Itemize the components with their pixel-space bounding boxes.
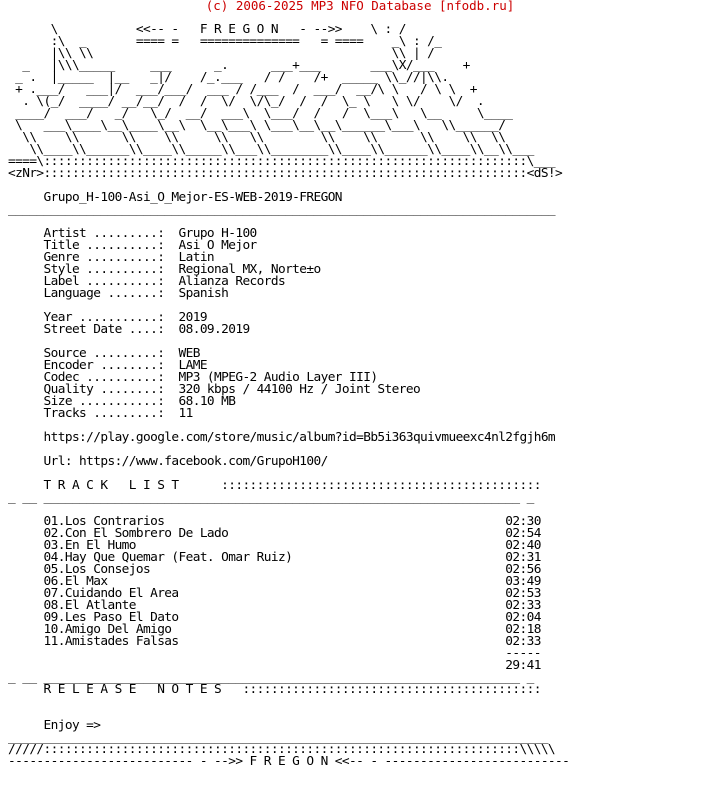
site-header: (c) 2006-2025 MP3 NFO Database [nfodb.ru]: [205, 0, 515, 13]
nfo-text: \ <<-- - F R E G O N - -->> \ : / :\ _ ==== = ============== = ==== _\ : /_ |\\ \\ \\ | / _ |\\\_____ ___ _. ___+___ ___\X/___ + _ . |_____ |__ _|/ /_.___ / / /+ _____ \\_//|\\. + .___/ ___|/ ___/___/ ___ / /___ / ___/ __/\ \ / \ \ + . \(_/ ____/ __/__/ / / \/ \/\_/ / / \_ \ \ \/ \/ . ____/ ___/ _/ \_/ __/ ___\ \___/ / / \___\ \__ \____ \ ___\____\__\____\__\ \__\___\ \___\__\__\______\___\ \\______/ \\ \\ \\ \\ \\ \\ \\ \\ \\ \\ \\ \\____\\______\\____\\_____\\___\\________\\____\\______\\____\\__\\___ ====\::::::::::::::::::::::::::::::::::::::::::::::::::::::::::::::::::::\___ <zNr>::::::::::::::::::::::::::::::::::::::::::::::::::::::::::::::::::::<dS!> Grupo_H-100-Asi_O_Mejor-ES-WEB-2019-FREGON _____________________________________________________________________________ Artist .........: Grupo H-100 Title ..........: Asi O Mejor Genre ..........: Latin Style ..........: Regional MX, Norte±o Label ..........: Alianza Records Language .......: Spanish Year ...........: 2019 Street Date ....: 08.09.2019 Source .........: WEB Encoder ........: LAME Codec ..........: MP3 (MPEG-2 Audio Layer III) Quality ........: 320 kbps / 44100 Hz / Joint Stereo Size ...........: 68.10 MB Tracks .........: 11 https://play.google.com/store/music/album?id=Bb5i363quivmueexc4nl2fgjh6m Url: https://www.facebook.com/GrupoH100/ T R A C K L I S T ::::::::::::::::::::::::::::::::::::::::::::: _ __ ___________________________________________________________________ _ 01.Los Contrarios 02:30 02.Con El Sombrero De Lado 02:54 03.En El Humo 02:40 04.Hay Que Quemar (Feat. Omar Ruiz) 02:31 05.Los Consejos 02:56 06.El Max 03:49 07.Cuidando El Area 02:53 08.El Atlante 02:33 09.Les Paso El Dato 02:04 10.Amigo Del Amigo 02:18 11.Amistades Falsas 02:33 ----- 29:41 _ __ ___________________________________________________________________ _ R E L E A S E N O T E S :::::::::::::::::::::::::::::::::::::::::: Enjoy => ____________________________________________________________________________ /////:::::::::::::::::::::::::::::::::::::::::::::::::::::::::::::::::::\\\\\ -------------------------- - -->> F R E G O N <<-- - --------------------------: [8, 22, 570, 769]
